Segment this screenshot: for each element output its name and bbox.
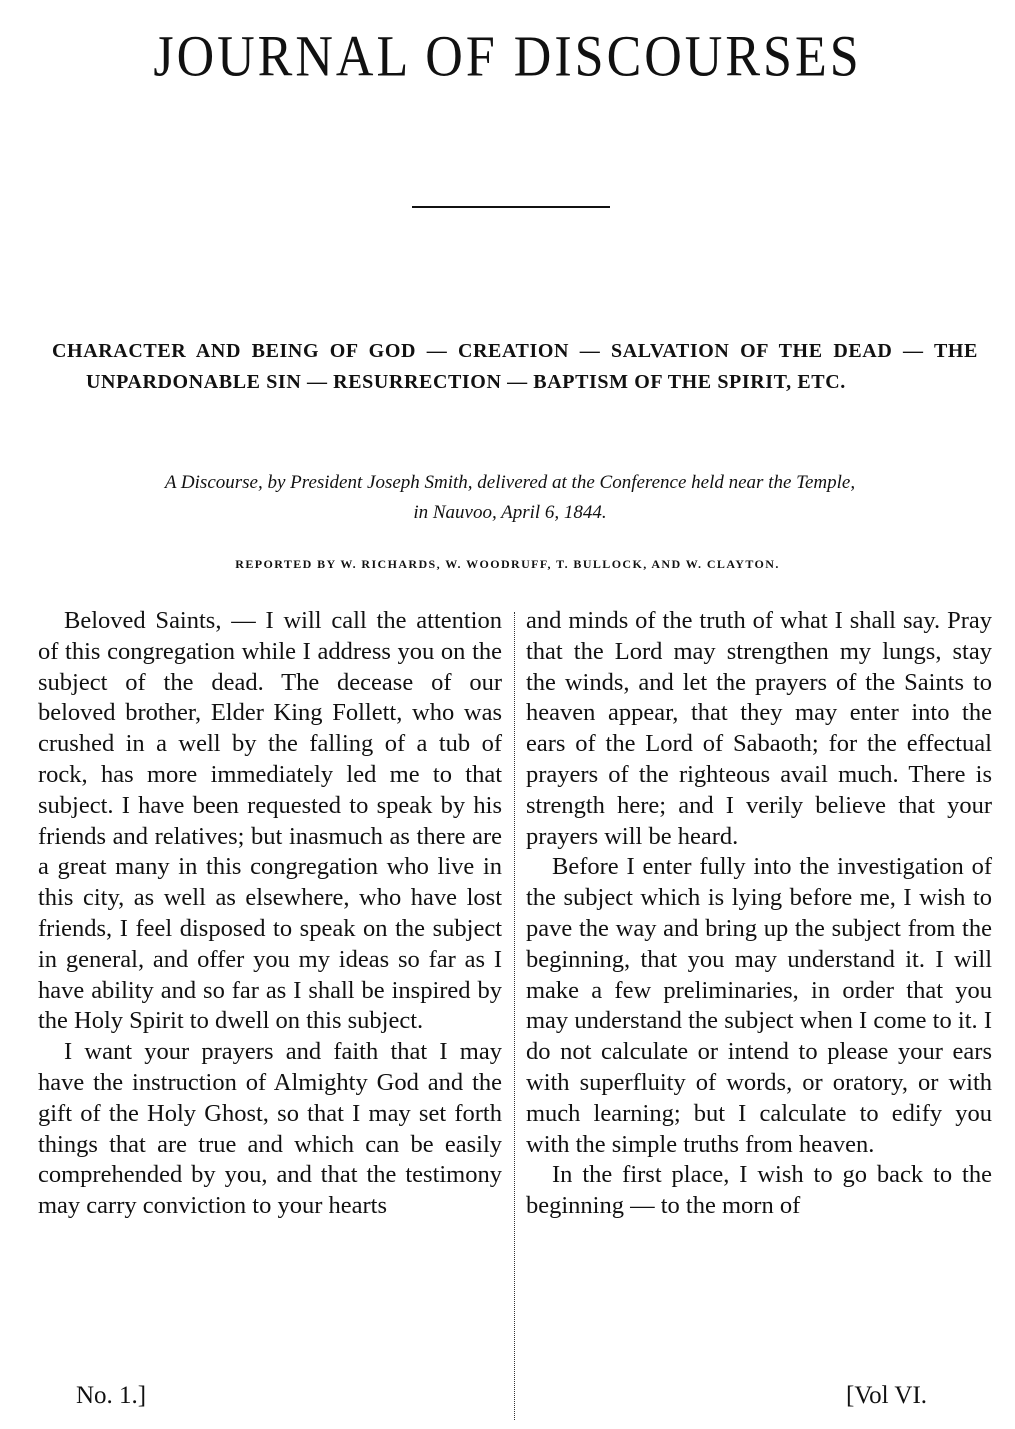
paragraph: Before I enter fully into the investigation of the subject which is lying before me, I wish to pave the way and bring up the subject from the beginning, that you may understand it. I will make a few preliminaries, in order that you may understand the subject when I come to it. I do not calculate or intend to please your ears with superfluity of words, or oratory, or with much learning; but I calculate to edify you with the simple truths from heaven. [526, 853, 992, 1158]
byline-line-2: in Nauvoo, April 6, 1844. [413, 502, 607, 523]
discourse-heading: CHARACTER AND BEING OF GOD — CREATION — SALVATION OF THE DEAD — THE UNPARDONABLE SIN — RESURRECTION — BAPTISM OF THE SPIRIT, ETC. [52, 340, 978, 393]
paragraph: In the first place, I wish to go back to the beginning — to the morn of [526, 1161, 992, 1220]
reported-by: REPORTED BY W. RICHARDS, W. WOODRUFF, T. BULLOCK, AND W. CLAYTON. [235, 557, 780, 571]
issue-number: No. 1.] [76, 1382, 147, 1409]
journal-title: JOURNAL OF DISCOURSES [153, 24, 862, 89]
title-rule [412, 206, 610, 208]
paragraph-continued: and minds of the truth of what I shall say. Pray that the Lord may strengthen my lungs, stay the winds, and let the prayers of the Saints to heaven appear, that they may enter into the ears of the Lord of Sabaoth; for the effectual prayers of the righteous avail much. There is strength here; and I verily believe that your prayers will be heard. [526, 607, 992, 850]
column-divider [514, 612, 515, 1420]
left-column [38, 606, 502, 1222]
right-column [526, 606, 992, 1222]
paragraph: I want your prayers and faith that I may have the instruction of Almighty God and the gift of the Holy Ghost, so that I may set forth things that are true and which can be easily comprehended by you, and that the testimony may carry conviction to your hearts [38, 1038, 502, 1220]
discourse-byline [40, 468, 980, 528]
byline-line-1: A Discourse, by President Joseph Smith, delivered at the Conference held near the Temple, [164, 472, 856, 493]
volume-number: [Vol VI. [846, 1382, 928, 1409]
paragraph: Beloved Saints, — I will call the attention of this congregation while I address you on the subject of the dead. The decease of our beloved brother, Elder King Follett, who was crushed in a well by the falling of a tub of rock, has more immediately led me to that subject. I have been requested to speak by his friends and relatives; but inasmuch as there are a great many in this congregation who live in this city, as well as elsewhere, who have lost friends, I feel disposed to speak on the subject in general, and offer you my ideas so far as I have ability and so far as I shall be inspired by the Holy Spirit to dwell on this subject. [38, 607, 502, 1035]
